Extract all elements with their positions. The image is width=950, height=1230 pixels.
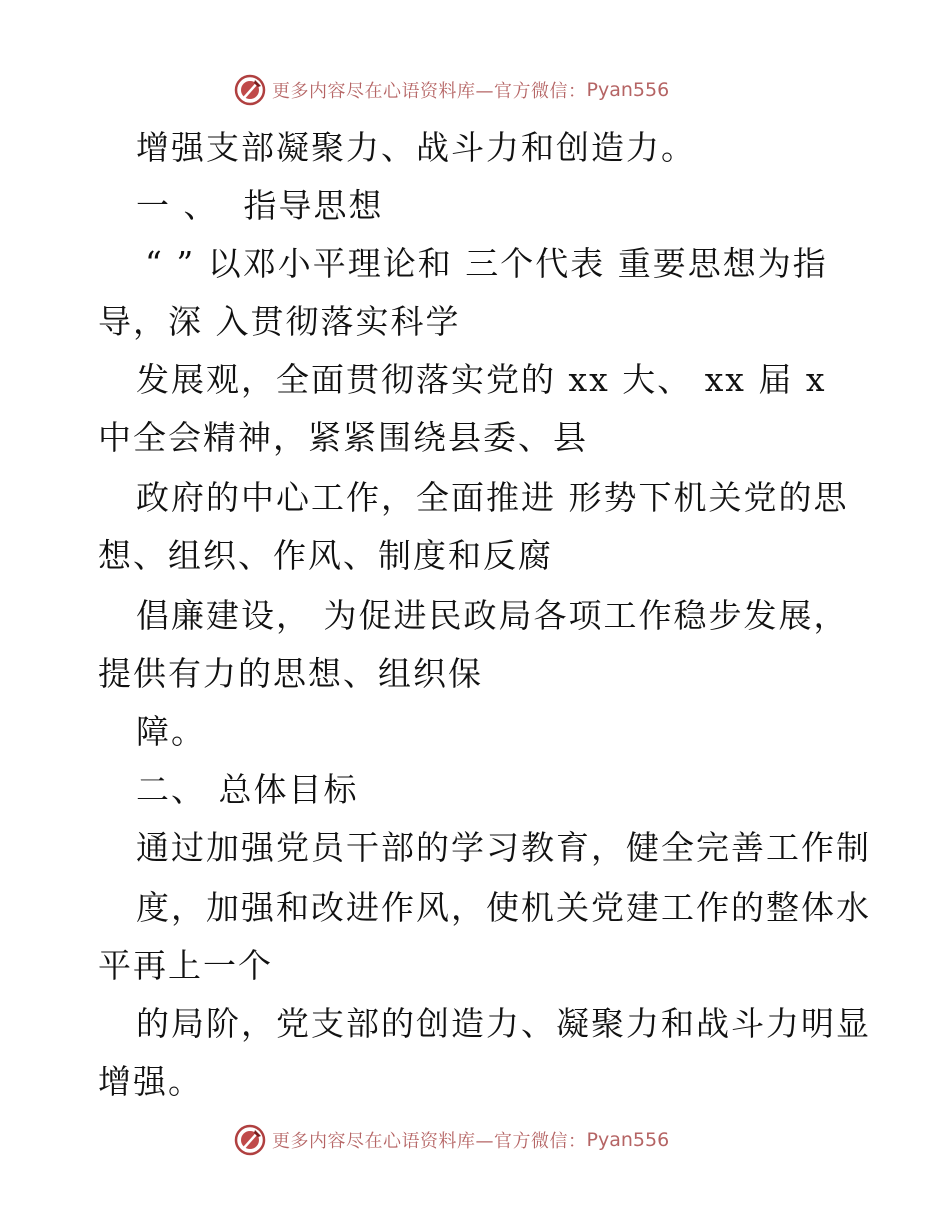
text-line: 想、组织、作风、制度和反腐 [98, 536, 553, 575]
text-line: 政府的中心工作，全面推进 形势下机关党的思 [136, 478, 849, 517]
section-heading-2: 二、 总体目标 [136, 770, 359, 809]
pen-logo-icon [234, 74, 266, 106]
section-heading-1: 一 、 指导思想 [136, 186, 384, 225]
pen-logo-icon [234, 1124, 266, 1156]
watermark-wechat-id: Pyan556 [586, 1129, 670, 1151]
footer-watermark [234, 1122, 669, 1158]
watermark-wechat-id: Pyan556 [586, 79, 670, 101]
text-line: 倡廉建设， 为促进民政局各项工作稳步发展， [136, 596, 849, 635]
text-line: 发展观，全面贯彻落实党的 xx 大、 xx 届 x [136, 360, 827, 399]
text-line: 中全会精神，紧紧围绕县委、县 [98, 418, 588, 457]
text-line: 导，深 入贯彻落实科学 [98, 302, 461, 341]
text-line: 障。 [136, 712, 206, 751]
text-line: 增强。 [98, 1062, 203, 1101]
text-line: 的局阶，党支部的创造力、凝聚力和战斗力明显 [136, 1004, 871, 1043]
text-line: “ ” 以邓小平理论和 三个代表 重要思想为指 [145, 244, 828, 283]
text-line: 平再上一个 [98, 946, 273, 985]
watermark-text: 更多内容尽在心语资料库—官方微信： [272, 81, 587, 102]
header-watermark [234, 72, 669, 108]
text-line: 增强支部凝聚力、战斗力和创造力。 [136, 128, 696, 167]
text-line: 度，加强和改进作风，使机关党建工作的整体水 [136, 888, 871, 927]
watermark-text: 更多内容尽在心语资料库—官方微信： [272, 1131, 587, 1152]
text-line: 提供有力的思想、组织保 [98, 654, 483, 693]
text-line: 通过加强党员干部的学习教育，健全完善工作制 [136, 828, 871, 867]
